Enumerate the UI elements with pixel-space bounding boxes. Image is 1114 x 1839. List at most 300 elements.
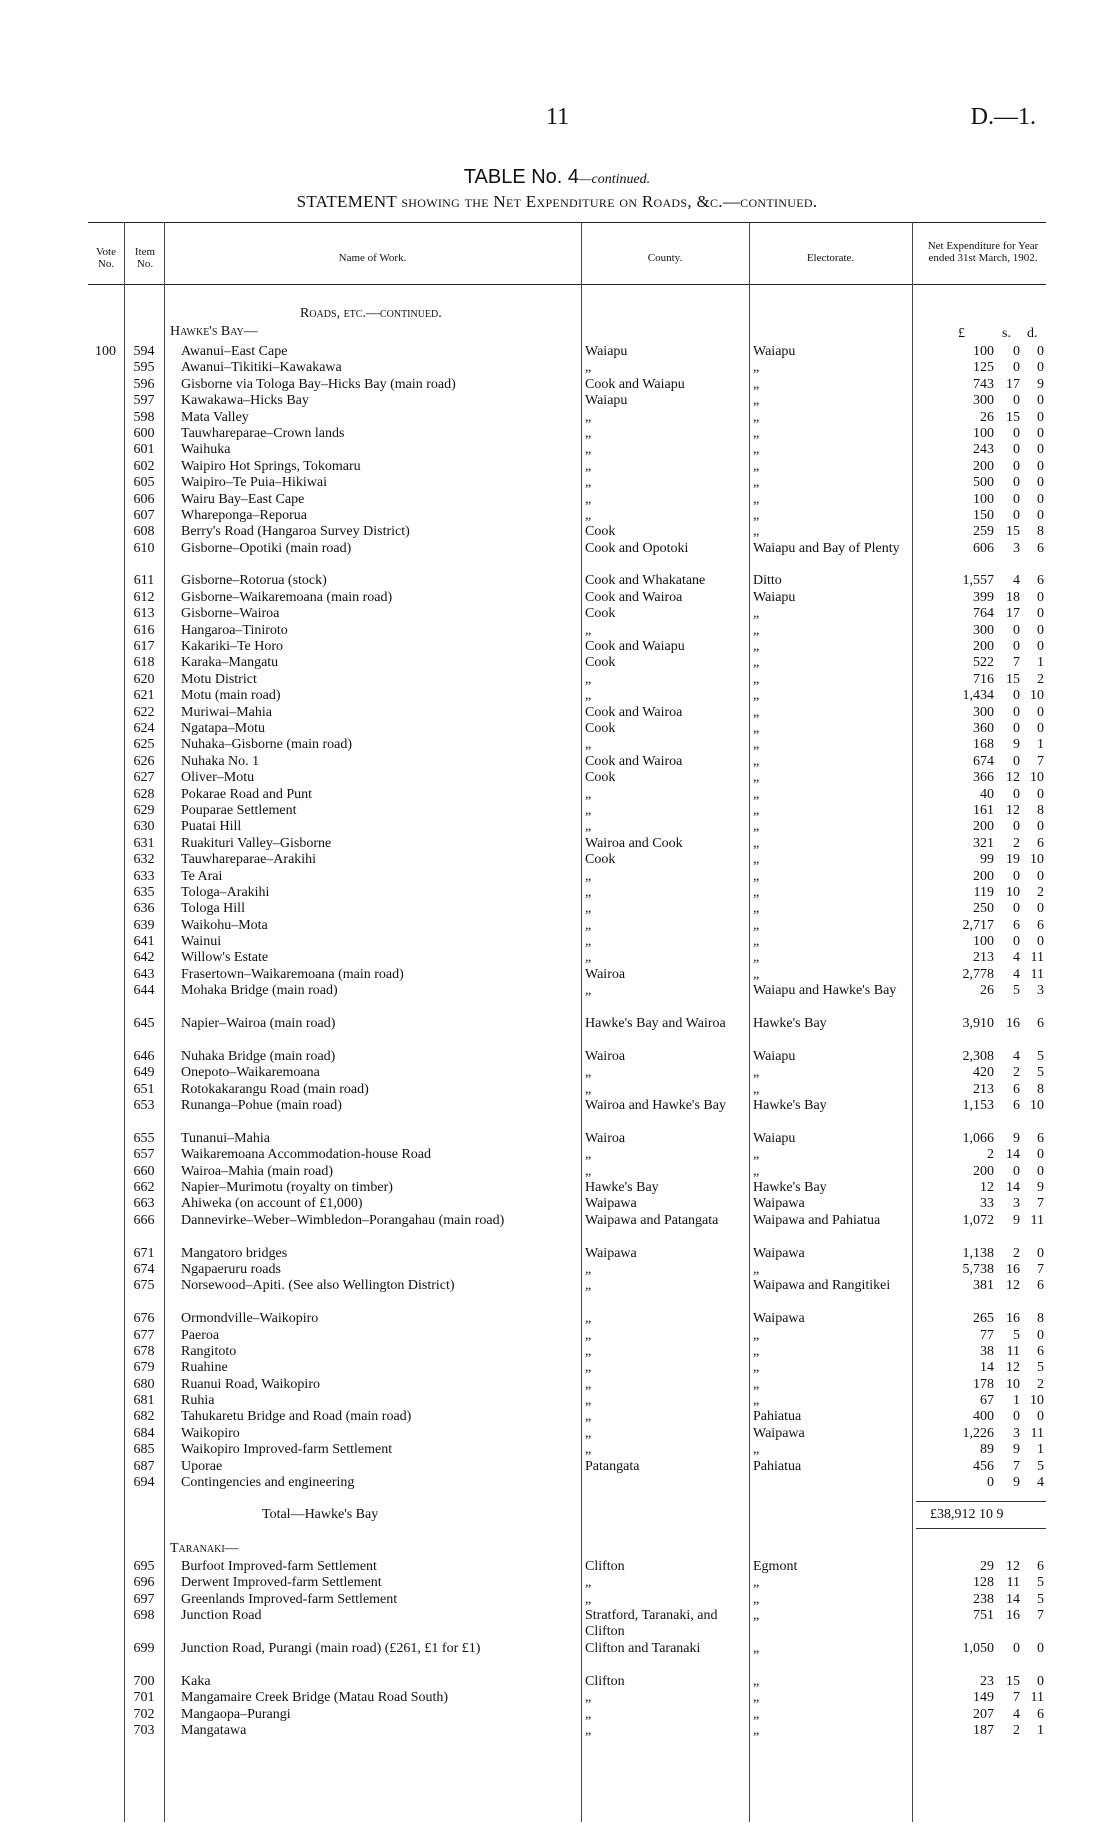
electorate: „ [753, 1591, 760, 1607]
work-name: Nuhaka No. 1 [181, 753, 260, 769]
amount-shillings: 0 [1013, 344, 1020, 359]
work-name: Mangaopa–Purangi [181, 1706, 291, 1722]
item-number: 639 [133, 917, 155, 933]
amount-pounds: 674 [973, 753, 994, 769]
electorate: „ [753, 1608, 760, 1624]
amount-pence: 4 [1037, 1475, 1044, 1491]
electorate: „ [753, 425, 760, 441]
amount-pence: 0 [1037, 344, 1044, 359]
table-title-suffix: —continued. [579, 172, 651, 187]
county: „ [585, 819, 592, 835]
table-row [0, 1131, 1114, 1147]
table-row [0, 492, 1114, 508]
work-name: Kakariki–Te Horo [181, 639, 284, 655]
amount-pounds: 0 [987, 1475, 994, 1491]
item-number: 684 [133, 1425, 155, 1441]
county: „ [585, 950, 592, 966]
amount-shillings: 0 [1013, 1640, 1020, 1656]
work-name: Wairoa–Mahia (main road) [181, 1163, 334, 1179]
county: „ [585, 688, 592, 704]
electorate: „ [753, 622, 760, 638]
electorate: Hawke's Bay [753, 1016, 827, 1032]
amount-pence: 10 [1030, 1098, 1044, 1114]
electorate: Hawke's Bay [753, 1098, 827, 1114]
amount-pounds: 243 [973, 442, 994, 458]
header-bottom-rule [88, 284, 1046, 285]
work-name: Norsewood–Apiti. (See also Wellington District) [181, 1278, 455, 1294]
electorate: „ [753, 1690, 760, 1706]
item-number: 595 [133, 360, 155, 376]
work-name: Tunanui–Mahia [181, 1130, 270, 1146]
header-county: County. [647, 252, 683, 264]
amount-pence: 5 [1037, 1591, 1044, 1607]
work-name: Rotokakarangu Road (main road) [181, 1081, 369, 1097]
amount-pence: 8 [1037, 1311, 1044, 1327]
table-row [0, 1393, 1114, 1409]
table-row [0, 803, 1114, 819]
item-number: 621 [133, 688, 155, 704]
table-row [0, 1196, 1114, 1212]
electorate: „ [753, 671, 760, 687]
amount-pence: 0 [1037, 639, 1044, 655]
table-row [0, 1147, 1114, 1163]
county: Hawke's Bay and Wairoa [585, 1016, 726, 1032]
amount-pence: 1 [1037, 1442, 1044, 1458]
amount-pounds: 150 [973, 507, 994, 523]
electorate: „ [753, 737, 760, 753]
electorate: „ [753, 1327, 760, 1343]
item-number: 641 [133, 934, 155, 950]
electorate: „ [753, 770, 760, 786]
item-number: 616 [133, 622, 155, 638]
amount-pounds: 14 [980, 1360, 994, 1376]
work-name: Ormondville–Waikopiro [181, 1311, 319, 1327]
amount-pence: 0 [1037, 409, 1044, 425]
electorate: „ [753, 786, 760, 802]
county: „ [585, 1327, 592, 1343]
amount-pounds: 300 [973, 622, 994, 638]
amount-shillings: 15 [1006, 1673, 1020, 1689]
amount-pence: 6 [1037, 1278, 1044, 1294]
amount-pence: 0 [1037, 721, 1044, 736]
work-name: Motu (main road) [181, 688, 281, 704]
item-number: 620 [133, 671, 155, 687]
amount-pounds: 2,717 [962, 917, 994, 933]
amount-pence: 0 [1037, 475, 1044, 491]
county: Cook and Wairoa [585, 589, 683, 605]
amount-pence: 9 [1037, 1179, 1044, 1195]
work-name: Tauwhareparae–Crown lands [181, 425, 345, 441]
electorate: „ [753, 360, 760, 376]
item-number: 696 [133, 1575, 155, 1591]
item-number: 631 [133, 835, 155, 851]
electorate: „ [753, 819, 760, 835]
table-row [0, 869, 1114, 885]
table-row [0, 1459, 1114, 1475]
item-number: 694 [133, 1475, 155, 1491]
electorate: „ [753, 606, 760, 622]
table-row [0, 1592, 1114, 1608]
item-number: 671 [133, 1245, 155, 1261]
item-number: 624 [133, 721, 155, 736]
statement-heading: STATEMENT showing the Net Expenditure on Roads, &c.—continued. [296, 192, 818, 211]
work-name: Runanga–Pohue (main road) [181, 1098, 342, 1114]
amount-pence: 0 [1037, 786, 1044, 802]
electorate: Pahiatua [753, 1458, 802, 1474]
amount-pounds: 5,738 [962, 1261, 994, 1277]
electorate: „ [753, 950, 760, 966]
table-row [0, 459, 1114, 475]
work-name: Tologa–Arakihi [181, 884, 270, 900]
county: Cook [585, 770, 616, 786]
amount-pounds: 2,308 [962, 1048, 994, 1064]
amount-pounds: 26 [980, 983, 994, 999]
table-row [0, 1426, 1114, 1442]
amount-pounds: 187 [973, 1722, 994, 1738]
county: „ [585, 1081, 592, 1097]
work-name: Greenlands Improved-farm Settlement [181, 1591, 398, 1607]
item-number: 657 [133, 1147, 155, 1163]
work-name: Waipiro–Te Puia–Hikiwai [181, 475, 328, 491]
work-name: Ahiweka (on account of £1,000) [181, 1196, 363, 1212]
table-row [0, 1278, 1114, 1311]
county: „ [585, 491, 592, 507]
amount-shillings: 4 [1013, 1706, 1020, 1722]
table-row [0, 754, 1114, 770]
work-name: Dannevirke–Weber–Wimbledon–Porangahau (main road) [181, 1212, 505, 1228]
amount-shillings: 15 [1006, 671, 1020, 687]
county: „ [585, 1065, 592, 1081]
electorate: „ [753, 376, 760, 392]
work-name: Berry's Road (Hangaroa Survey District) [181, 524, 410, 540]
amount-pounds: 100 [973, 491, 994, 507]
work-name: Nuhaka Bridge (main road) [181, 1048, 336, 1064]
amount-pence: 0 [1037, 442, 1044, 458]
electorate: „ [753, 409, 760, 425]
table-row [0, 1575, 1114, 1591]
electorate: „ [753, 639, 760, 655]
table-row [0, 1360, 1114, 1376]
county: Cook [585, 852, 616, 868]
amount-pence: 0 [1037, 1640, 1044, 1656]
amount-shillings: 6 [1013, 917, 1020, 933]
amount-pence: 6 [1037, 917, 1044, 933]
amount-pence: 9 [1037, 376, 1044, 392]
work-name: Gisborne–Opotiki (main road) [181, 540, 352, 556]
amount-pence: 0 [1037, 458, 1044, 474]
county: „ [585, 1163, 592, 1179]
amount-shillings: 14 [1006, 1591, 1020, 1607]
work-name: Ruhia [181, 1393, 215, 1409]
amount-shillings: 12 [1006, 1559, 1020, 1574]
amount-pence: 11 [1030, 950, 1044, 966]
work-name: Ngapaeruru roads [181, 1261, 281, 1277]
item-number: 695 [133, 1559, 155, 1574]
table-row [0, 1641, 1114, 1674]
amount-pence: 1 [1037, 655, 1044, 671]
document-code: D.—1. [970, 104, 1036, 130]
item-number: 681 [133, 1393, 155, 1409]
electorate: „ [753, 966, 760, 982]
table-row [0, 1180, 1114, 1196]
table-row [0, 1262, 1114, 1278]
item-number: 628 [133, 786, 155, 802]
amount-shillings: 0 [1013, 721, 1020, 736]
amount-shillings: 3 [1013, 540, 1020, 556]
amount-shillings: 12 [1006, 1360, 1020, 1376]
item-number: 666 [133, 1212, 155, 1228]
item-number: 682 [133, 1409, 155, 1425]
amount-pence: 0 [1037, 393, 1044, 409]
work-name: Mata Valley [181, 409, 249, 425]
item-number: 680 [133, 1376, 155, 1392]
item-number: 699 [133, 1640, 155, 1656]
amount-shillings: 15 [1006, 409, 1020, 425]
amount-pence: 10 [1030, 770, 1044, 786]
work-name: Waihuka [181, 442, 231, 458]
amount-pounds: 89 [980, 1442, 994, 1458]
amount-shillings: 16 [1006, 1311, 1020, 1327]
electorate: „ [753, 704, 760, 720]
electorate: „ [753, 1442, 760, 1458]
table-row [0, 360, 1114, 376]
amount-pounds: 100 [973, 425, 994, 441]
amount-pounds: 2 [987, 1147, 994, 1163]
section-roads: Roads, etc.—continued. [300, 306, 442, 321]
amount-shillings: 17 [1006, 376, 1020, 392]
county: Wairoa and Cook [585, 835, 683, 851]
table-row [0, 524, 1114, 540]
item-number: 662 [133, 1179, 155, 1195]
amount-pounds: 119 [973, 884, 994, 900]
amount-pounds: 1,066 [962, 1130, 994, 1146]
work-name: Puatai Hill [181, 819, 242, 835]
county: „ [585, 360, 592, 376]
table-row [0, 1723, 1114, 1739]
amount-shillings: 7 [1013, 1690, 1020, 1706]
table-row [0, 819, 1114, 835]
item-number: 618 [133, 655, 155, 671]
amount-pounds: 366 [973, 770, 994, 786]
county: „ [585, 1706, 592, 1722]
amount-pounds: 400 [973, 1409, 994, 1425]
item-number: 600 [133, 425, 155, 441]
amount-shillings: 19 [1006, 852, 1020, 868]
amount-pounds: 606 [973, 540, 994, 556]
amount-pounds: 360 [973, 721, 994, 736]
amount-shillings: 0 [1013, 393, 1020, 409]
amount-shillings: 10 [1006, 884, 1020, 900]
amount-shillings: 0 [1013, 639, 1020, 655]
county: „ [585, 1575, 592, 1591]
amount-pounds: 200 [973, 819, 994, 835]
table-row [0, 344, 1114, 360]
work-name: Waikopiro [181, 1425, 240, 1441]
amount-shillings: 12 [1006, 802, 1020, 818]
work-name: Waipiro Hot Springs, Tokomaru [181, 458, 361, 474]
electorate: „ [753, 835, 760, 851]
amount-shillings: 0 [1013, 786, 1020, 802]
header-electorate: Electorate. [806, 252, 855, 264]
work-name: Muriwai–Mahia [181, 704, 272, 720]
amount-pence: 1 [1037, 737, 1044, 753]
table-title-main: TABLE No. 4 [463, 166, 580, 188]
amount-shillings: 4 [1013, 950, 1020, 966]
electorate: „ [753, 1360, 760, 1376]
county: „ [585, 901, 592, 917]
table-row [0, 377, 1114, 393]
amount-pounds: 522 [973, 655, 994, 671]
amount-pence: 5 [1037, 1048, 1044, 1064]
electorate: „ [753, 917, 760, 933]
work-name: Paeroa [181, 1327, 220, 1343]
amount-shillings: 0 [1013, 753, 1020, 769]
item-number: 703 [133, 1722, 155, 1738]
electorate: „ [753, 1261, 760, 1277]
electorate: „ [753, 802, 760, 818]
amount-pence: 0 [1037, 868, 1044, 884]
table-row [0, 541, 1114, 574]
pound-header: £ [958, 326, 965, 341]
amount-pounds: 250 [973, 901, 994, 917]
item-number: 632 [133, 852, 155, 868]
electorate: „ [753, 393, 760, 409]
table-row [0, 1707, 1114, 1723]
work-name: Junction Road, Purangi (main road) (£261, £1 for £1) [181, 1640, 481, 1656]
electorate: Ditto [753, 573, 782, 589]
item-number: 594 [133, 344, 155, 359]
amount-shillings: 1 [1013, 1393, 1020, 1409]
amount-pounds: 100 [973, 934, 994, 950]
county: Wairoa [585, 966, 626, 982]
amount-pounds: 125 [973, 360, 994, 376]
section-hawkes-bay: Hawke's Bay— [170, 324, 258, 339]
item-number: 625 [133, 737, 155, 753]
table-row [0, 1164, 1114, 1180]
amount-pounds: 716 [973, 671, 994, 687]
amount-pence: 10 [1030, 688, 1044, 704]
table-row [0, 1016, 1114, 1049]
county: „ [585, 1425, 592, 1441]
amount-pence: 7 [1037, 1608, 1044, 1624]
electorate: „ [753, 753, 760, 769]
amount-shillings: 0 [1013, 819, 1020, 835]
item-number: 685 [133, 1442, 155, 1458]
amount-pounds: 321 [973, 835, 994, 851]
amount-pounds: 751 [973, 1608, 994, 1624]
table-row [0, 442, 1114, 458]
table-row [0, 852, 1114, 868]
amount-shillings: 9 [1013, 1442, 1020, 1458]
amount-pence: 10 [1030, 1393, 1044, 1409]
work-name: Tahukaretu Bridge and Road (main road) [181, 1409, 412, 1425]
county: „ [585, 884, 592, 900]
item-number: 678 [133, 1343, 155, 1359]
county: „ [585, 409, 592, 425]
amount-pence: 1 [1037, 1722, 1044, 1738]
item-number: 629 [133, 802, 155, 818]
amount-pence: 7 [1037, 753, 1044, 769]
amount-pounds: 1,226 [962, 1425, 994, 1441]
amount-pounds: 200 [973, 639, 994, 655]
taranaki-rows [0, 1559, 1114, 1739]
item-number: 655 [133, 1130, 155, 1146]
item-number: 646 [133, 1048, 155, 1064]
amount-shillings: 9 [1013, 1130, 1020, 1146]
work-name: Kawakawa–Hicks Bay [181, 393, 309, 409]
amount-pence: 0 [1037, 1147, 1044, 1163]
amount-pounds: 2,778 [962, 966, 994, 982]
table-row [0, 1442, 1114, 1458]
work-name: Oliver–Motu [181, 770, 255, 786]
county: Cook and Wairoa [585, 704, 683, 720]
table-row [0, 934, 1114, 950]
amount-shillings: 4 [1013, 573, 1020, 589]
item-number: 611 [133, 573, 155, 589]
amount-shillings: 6 [1013, 1098, 1020, 1114]
amount-pence: 0 [1037, 1409, 1044, 1425]
amount-shillings: 2 [1013, 1065, 1020, 1081]
work-name: Motu District [181, 671, 257, 687]
work-name: Ngatapa–Motu [181, 721, 265, 736]
amount-pounds: 399 [973, 589, 994, 605]
electorate: „ [753, 491, 760, 507]
table-row [0, 1344, 1114, 1360]
amount-shillings: 0 [1013, 622, 1020, 638]
county: „ [585, 868, 592, 884]
amount-pence: 6 [1037, 540, 1044, 556]
table-row [0, 1690, 1114, 1706]
amount-pence: 8 [1037, 1081, 1044, 1097]
table-row [0, 1328, 1114, 1344]
county: „ [585, 475, 592, 491]
work-name: Whareponga–Reporua [181, 507, 307, 523]
amount-shillings: 0 [1013, 475, 1020, 491]
electorate: „ [753, 1706, 760, 1722]
amount-pence: 7 [1037, 1196, 1044, 1212]
electorate: „ [753, 1640, 760, 1656]
amount-pounds: 77 [980, 1327, 994, 1343]
amount-pounds: 99 [980, 852, 994, 868]
county: „ [585, 983, 592, 999]
county: Cook and Wairoa [585, 753, 683, 769]
table-row [0, 967, 1114, 983]
amount-pence: 10 [1030, 852, 1044, 868]
county: „ [585, 622, 592, 638]
amount-pence: 2 [1037, 671, 1044, 687]
electorate: Waiapu [753, 589, 796, 605]
amount-pence: 11 [1030, 1425, 1044, 1441]
work-name: Waikohu–Mota [181, 917, 268, 933]
electorate: Hawke's Bay [753, 1179, 827, 1195]
table-row [0, 410, 1114, 426]
item-number: 602 [133, 458, 155, 474]
electorate: Egmont [753, 1559, 798, 1574]
pence-header: d. [1027, 326, 1038, 341]
table-row [0, 983, 1114, 1016]
total-rule [916, 1501, 1046, 1529]
amount-shillings: 0 [1013, 442, 1020, 458]
amount-pence: 0 [1037, 589, 1044, 605]
amount-shillings: 3 [1013, 1425, 1020, 1441]
amount-pence: 6 [1037, 1016, 1044, 1032]
amount-shillings: 4 [1013, 966, 1020, 982]
amount-pounds: 200 [973, 458, 994, 474]
county: „ [585, 1393, 592, 1409]
amount-shillings: 12 [1006, 1278, 1020, 1294]
electorate: Waiapu [753, 1130, 796, 1146]
table-row [0, 1608, 1114, 1641]
